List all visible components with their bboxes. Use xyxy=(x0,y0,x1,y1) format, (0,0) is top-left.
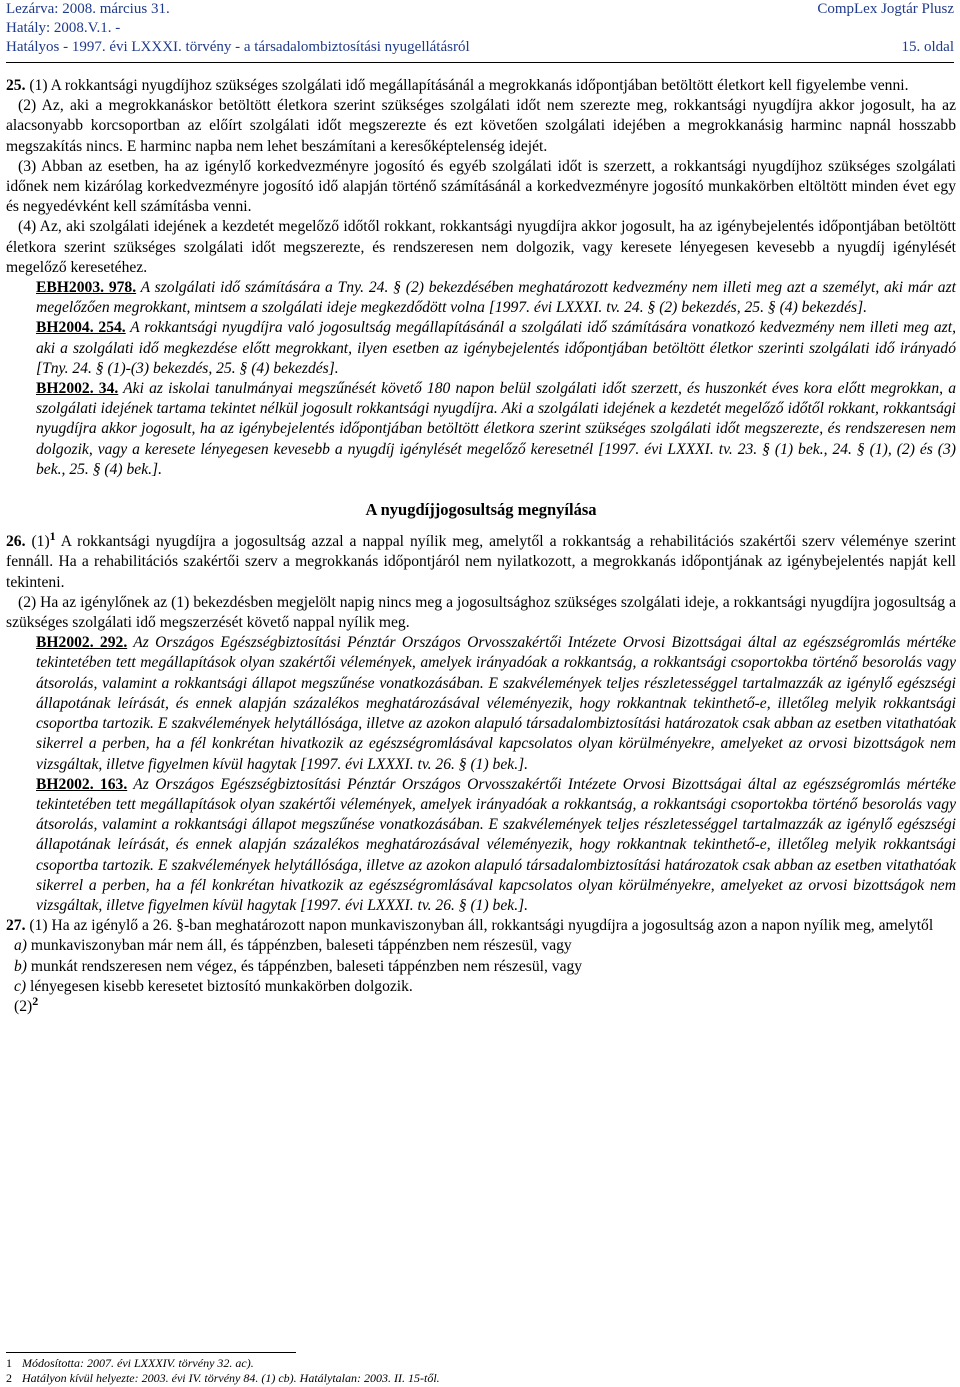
paragraph-marker: (2) xyxy=(14,997,33,1015)
paragraph-text: (1) A rokkantsági nyugdíjhoz szükséges szolgálati idő megállapításánál a megrokkanás időpontjában betöltött életkort kell figyelembe venni. xyxy=(29,77,909,94)
header-right xyxy=(817,0,954,57)
case-law-entry xyxy=(6,633,956,774)
section-25-paragraph-4: (4) Az, aki szolgálati idejének a kezdetét megelőző időtől rokkant, rokkantsági nyugdíjra akkor jogosult, ha az igénybejelentés időpontjában betöltött életkora szerint szükséges szolgálati időt megszerezte, és rendszeresen nem dolgozik, vagy keresete lényegesen kevesebb a nyugdíj igénylését megelőző keresetéhez. xyxy=(6,218,956,276)
case-reference-link[interactable]: BH2002. 292. xyxy=(36,634,128,652)
case-law-entry xyxy=(6,775,956,916)
case-reference-link[interactable]: EBH2003. 978. xyxy=(36,279,137,297)
section-25-paragraph-2: (2) Az, aki a megrokkanáskor betöltött életkora szerint szükséges szolgálati időt nem szerezte meg, rokkantsági nyugdíjra akkor jogosult, ha az alacsonyabb korcsoportban az előírt szolgálati időt megszerezte és ezt követően szolgálati idejében a megrokkanásig harminc napnál hosszabb megszakítás nincs. E harminc napba nem lehet beszámítani a keresőképtelenség idejét. xyxy=(6,97,956,155)
closing-date: Lezárva: 2008. március 31. xyxy=(6,1,170,17)
paragraph-marker: (1) xyxy=(31,533,50,551)
paragraph-text: (1) Ha az igénylő a 26. §-ban meghatározott napon munkaviszonyban áll, rokkantsági nyugdíjra a jogosultság azon a napon nyílik meg, amelytől xyxy=(29,917,934,935)
paragraph-text: A rokkantsági nyugdíjra a jogosultság azzal a nappal nyílik meg, amelytől a rokkantság a rehabilitációs szakértői szerv véleménye szerint fennáll. Ha a rehabilitációs szakértői szerv a megrokkanás időpontjáról nem nyilatkozott, a megrokkanás időpontjának az igénybejelentés napját kell tekinteni. xyxy=(6,533,956,591)
section-26-paragraph-2: (2) Ha az igénylőnek az (1) bekezdésben megjelölt napig nincs meg a jogosultsághoz szükséges szolgálati ideje, a rokkantsági nyugdíjra jogosultság a szükséges szolgálati idő megszerzését követő nappal nyílik meg. xyxy=(6,593,956,632)
case-reference-link[interactable]: BH2002. 163. xyxy=(36,775,128,793)
case-summary: Aki az iskolai tanulmányai megszűnését követő 180 napon belül szolgálati időt szerzett, és huszonkét éves kora előtt megrokkan, a szolgálati idejének tartama tekintet nélkül jogosult rokkantsági nyugdíjra. Aki a szolgálati idejének a kezdetét megelőző időtől rokkant, rokkantsági nyugdíjra akkor jogosult, ha az igénybejelentés időpontjában betöltött életkora szerint szükséges szolgálati időt megszerezte, és rendszeresen nem dolgozik, vagy a keresete lényegesen kevesebb a nyugdíj igénylését megelőző keresetnél [1997. évi LXXXI. tv. 23. § (1) bek., 24. § (1), (2) és (3) bek., 25. § (4) bek.]. xyxy=(36,380,956,478)
list-text: munkát rendszeresen nem végez, és táppénzben, baleseti táppénzben nem részesül, vagy xyxy=(27,957,583,975)
section-heading: A nyugdíjjogosultság megnyílása xyxy=(365,500,597,520)
list-item xyxy=(6,977,956,997)
section-25-paragraph-1 xyxy=(6,76,956,96)
footnote-number: 1 xyxy=(6,1356,12,1370)
footnotes xyxy=(6,1356,440,1386)
list-item xyxy=(6,957,956,977)
list-marker: c) xyxy=(14,977,27,995)
footnote-text: Módosította: 2007. évi LXXXIV. törvény 32. ac). xyxy=(22,1356,254,1370)
case-law-entry xyxy=(6,278,956,318)
section-number: 26. xyxy=(6,533,26,551)
case-law-entry xyxy=(6,318,956,379)
document-body xyxy=(6,76,956,1017)
footnote-text: Hatályon kívül helyezte: 2003. évi IV. törvény 84. (1) cb). Hatálytalan: 2003. II. 15-től. xyxy=(22,1371,440,1385)
case-summary: A szolgálati idő számítására a Tny. 24. § (2) bekezdésében meghatározott kedvezmény nem illeti meg azt a személyt, aki már azt megelőzően megrokkant, mintsem a szolgálati ideje megkezdődött volna [1997. évi LXXXI. tv. 24. § (2) bekezdés, 25. § (4) bekezdés]. xyxy=(36,279,956,317)
product-name: CompLex Jogtár Plusz xyxy=(817,1,954,17)
list-marker: a) xyxy=(14,937,27,955)
page-number: 15. oldal xyxy=(901,39,954,55)
list-item xyxy=(6,936,956,956)
case-reference-link[interactable]: BH2002. 34. xyxy=(36,380,119,398)
section-25-paragraph-3: (3) Abban az esetben, ha az igénylő korkedvezményre jogosító és egyéb szolgálati időt is szerzett, a rokkantsági nyugdíjhoz szükséges szolgálati időnek nem kizárólag korkedvezményre jogosító idő alapján történő számításánál a korkedvezményre jogosító munkakörben eltöltött minden évet egy és negyedévként kell számításba venni. xyxy=(6,157,956,216)
list-text: munkaviszonyban már nem áll, és táppénzben, baleseti táppénzben nem részesül, vagy xyxy=(27,937,572,955)
footnote-divider xyxy=(6,1352,296,1353)
section-number: 25. xyxy=(6,77,26,94)
footnote-item xyxy=(6,1356,440,1371)
list-text: lényegesen kisebb keresetet biztosító munkakörben dolgozik. xyxy=(26,977,413,995)
section-27-paragraph-2 xyxy=(6,993,956,1017)
case-summary: Az Országos Egészségbiztosítási Pénztár Országos Orvosszakértői Intézete Orvosi Bizottságai által az egészségromlás mértéke tekintetében tett megállapítások olyan szakértői vélemények, amelyek irányadóak a rokkantság, a rokkantsági csoportokba történő besorolás vagy átsorolás, valamint a rokkantsági állapot megszűnése vonatkozásában. E szakvélemények teljes részletességgel tartalmazzák az igénylő egészségi állapotának leírását, és ennek alapján százalékos meghatározásával véleményezik, hogy rokkantnak tekinthető-e, illetőleg melyik rokkantsági csoportba tartozik. E szakvélemények helytállósága, illetve az azokon alapuló társadalombiztosítási határozatok csak abban az esetben vitathatóak sikerrel a perben, ha a fél konkrétan hivatkozik az egészségromlásával kapcsolatos olyan körülményekre, amelyeket az orvosi bizottságok nem vizsgáltak, illetve figyelmen kívül hagytak [1997. évi LXXXI. tv. 26. § (1) bek.]. xyxy=(36,775,956,914)
footnote-marker[interactable]: 1 xyxy=(49,529,56,544)
list-marker: b) xyxy=(14,957,27,975)
case-reference-link[interactable]: BH2004. 254. xyxy=(36,319,126,337)
header-left xyxy=(6,0,470,57)
document-title: Hatályos - 1997. évi LXXXI. törvény - a társadalombiztosítási nyugellátásról xyxy=(6,39,470,55)
case-law-entry xyxy=(6,379,956,480)
effective-date: Hatály: 2008.V.1. - xyxy=(6,20,121,36)
footnote-item xyxy=(6,1371,440,1386)
header-divider xyxy=(6,62,954,63)
section-27-paragraph-1 xyxy=(6,916,956,936)
case-summary: Az Országos Egészségbiztosítási Pénztár Országos Orvosszakértői Intézete Orvosi Bizottságai által az egészségromlás mértéke tekintetében tett megállapítások olyan szakértői vélemények, amelyek irányadóak a rokkantság, a rokkantsági csoportokba történő besorolás vagy átsorolás, valamint a rokkantsági állapot megszűnése vonatkozásában. E szakvélemények teljes részletességgel tartalmazzák az igénylő egészségi állapotának leírását, és ennek alapján százalékos meghatározásával véleményezik, hogy rokkantnak tekinthető-e, illetőleg melyik rokkantsági csoportba tartozik. E szakvélemények helytállósága, illetve az azokon alapuló társadalombiztosítási határozatok csak abban az esetben vitathatóak sikerrel a perben, ha a fél konkrétan hivatkozik az egészségromlásával kapcsolatos olyan körülményekre, amelyeket az orvosi bizottságok nem vizsgáltak, illetve figyelmen kívül hagytak [1997. évi LXXXI. tv. 26. § (1) bek.]. xyxy=(36,634,956,773)
footnote-marker[interactable]: 2 xyxy=(32,993,39,1008)
footnote-number: 2 xyxy=(6,1371,12,1385)
section-number: 27. xyxy=(6,917,26,935)
case-summary: A rokkantsági nyugdíjra való jogosultság megállapításánál a szolgálati idő számítására vonatkozó kedvezmény nem illeti meg azt, aki a szolgálati idő megkezdése előtt megrokkant, ilyen esetben az igénybejelentés időpontjában betöltött életkor szerinti szolgálati idő irányadó [Tny. 24. § (1)-(3) bekezdés, 25. § (4) bekezdés]. xyxy=(36,319,956,377)
page-header xyxy=(0,0,960,62)
section-26-paragraph-1 xyxy=(6,529,956,593)
